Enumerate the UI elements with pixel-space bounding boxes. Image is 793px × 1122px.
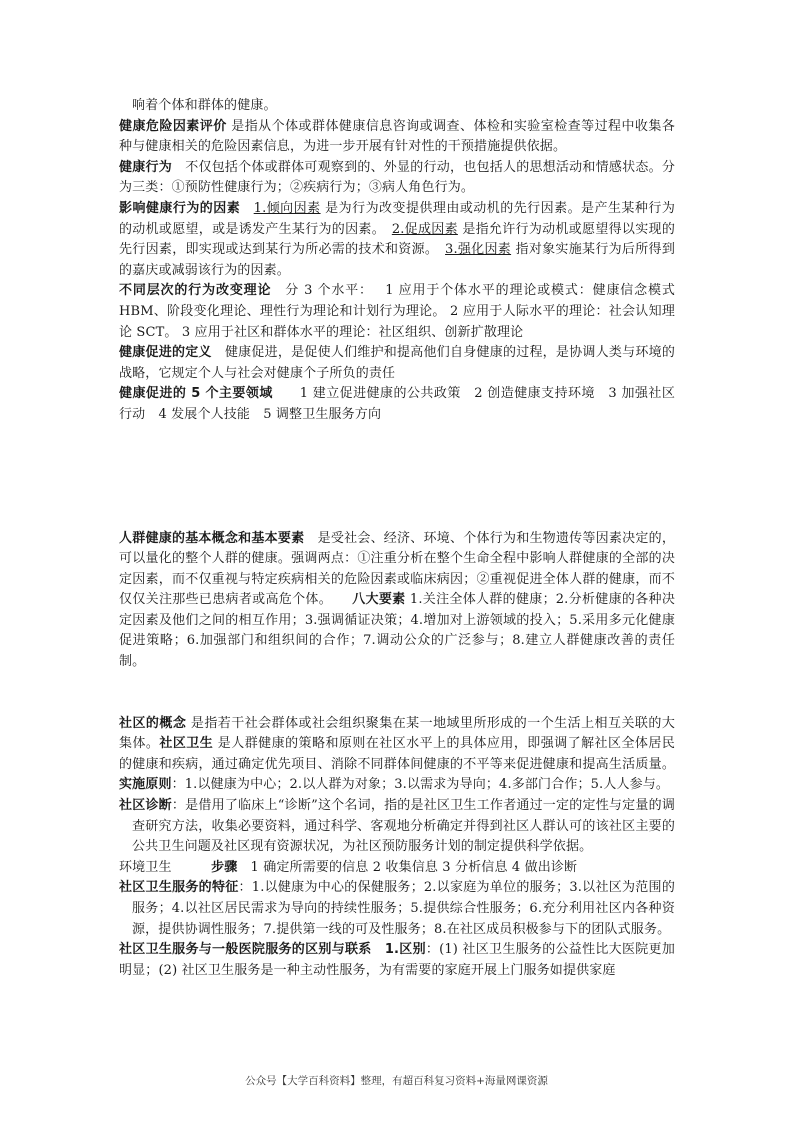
term: 健康促进的定义 — [119, 345, 212, 361]
paragraph-community-concept — [119, 714, 675, 796]
paragraph-text: 环境卫生 — [119, 859, 172, 875]
term: 人群健康的基本概念和基本要素 — [119, 530, 305, 546]
paragraph-text: ：(1) 社区卫生服务的公益性比大医院更加明显；(2) 社区卫生服务是一种主动性服务，为有需要的家庭开展上门服务如提供家庭 — [119, 942, 675, 978]
term: 健康促进的 5 个主要领域 — [119, 386, 273, 402]
paragraph — [119, 96, 675, 117]
factor-label: 2.促成因素 — [391, 221, 458, 237]
spacer — [119, 426, 675, 529]
paragraph-service-features — [119, 878, 675, 940]
paragraph-text: 是受社会、经济、环境、个体行为和生物遗传等因素决定的，可以量化的整个人群的健康。强调两点：①注重分析在整个生命全程中影响人群健康的全部的决定因素，而不仅重视与特定疾病相关的危险因素或临床病因；②重视促进全体人群的健康，而不仅仅关注那些已患病者或高危个体。 — [119, 530, 675, 608]
paragraph-text: 是为行为改变提供理由或动机的先行因素。是产生某种行为的动机或愿望，或是诱发产生某行为的因素。 — [119, 200, 675, 237]
term: 社区卫生服务与一般医院服务的区别与联系 — [119, 942, 372, 958]
paragraph-behavior-factors — [119, 199, 675, 281]
paragraph-text: 响着个体和群体的健康。 — [132, 98, 277, 113]
paragraph-health-risk-assessment — [119, 117, 675, 158]
term: 八大要素 — [352, 592, 406, 608]
term: 社区的概念 — [119, 715, 187, 731]
term: 社区卫生服务的特征 — [119, 880, 239, 896]
page-footer: 公众号【大学百科资料】整理，有超百科复习资料+海量网课资源 — [245, 1075, 548, 1087]
paragraph-health-promotion-definition — [119, 343, 675, 384]
paragraph-text: ：1.以健康为中心；2.以人群为对象；3.以需求为导向；4.多部门合作；5.人人参与。 — [171, 777, 670, 793]
term: 不同层次的行为改变理论 — [119, 283, 272, 299]
paragraph-text: 指对象实施某行为后所得到的嘉庆或减弱该行为的因素。 — [119, 242, 675, 278]
paragraph-text: 是指若干社会群体或社会组织聚集在某一地域里所形成的一个生活上相互关联的大集体。 — [119, 715, 675, 752]
paragraph-steps — [119, 858, 675, 879]
paragraph-text: ：1.以健康为中心的保健服务；2.以家庭为单位的服务；3.以社区为范围的服务；4.以社区居民需求为导向的持续性服务；5.提供综合性服务；6.充分利用社区内各种资源，提供协调性服务；7.提供第一线的可及性服务；8.在社区成员积极参与下的团队式服务。 — [132, 880, 675, 937]
term: 1.区别 — [384, 942, 426, 958]
term: 健康行为 — [119, 159, 172, 175]
paragraph-text: 是人群健康的策略和原则在社区水平上的具体应用，即强调了解社区全体居民的健康和疾病，通过确定优先项目、消除不同群体间健康的不平等来促进健康和提高生活质量。 — [119, 736, 675, 772]
term: 影响健康行为的因素 — [119, 200, 241, 216]
paragraph-health-promotion-areas — [119, 384, 675, 425]
document-body — [119, 96, 675, 981]
paragraph-text: 1 建立促进健康的公共政策 2 创造健康支持环境 3 加强社区行动 4 发展个人技能 5 调整卫生服务方向 — [119, 386, 675, 422]
term: 健康危险因素评价 — [119, 118, 227, 134]
paragraph-community-diagnosis — [119, 796, 675, 858]
spacer — [119, 673, 675, 714]
term: 社区诊断 — [119, 798, 172, 814]
paragraph-population-health — [119, 529, 675, 673]
paragraph-text: 是指允许行为动机或愿望得以实现的先行因素，即实现或达到某行为所必需的技术和资源。 — [119, 221, 675, 258]
paragraph-text: 1.关注全体人群的健康；2.分析健康的各种决定因素及他们之间的相互作用；3.强调循证决策；4.增加对上游领域的投入；5.采用多元化健康促进策略；6.加强部门和组织间的合作；7.调动公众的广泛参与；8.建立人群健康改善的责任制。 — [119, 592, 675, 670]
term: 实施原则 — [119, 777, 172, 793]
paragraph-service-comparison — [119, 940, 675, 981]
paragraph-health-behavior — [119, 158, 675, 199]
factor-label: 3.强化因素 — [445, 242, 512, 258]
paragraph-behavior-theories — [119, 281, 675, 343]
term: 步骤 — [211, 859, 238, 875]
paragraph-text: 不仅包括个体或群体可观察到的、外显的行动，也包括人的思想活动和情感状态。分为三类：①预防性健康行为；②疾病行为；③病人角色行为。 — [119, 159, 675, 196]
paragraph-text: 分 3 个水平： 1 应用于个体水平的理论或模式：健康信念模式 HBM、阶段变化理论、理性行为理论和计划行为理论。 2 应用于人际水平的理论：社会认知理论 SCT。 3 应用于社区和群体水平的理论：社区组织、创新扩散理论 — [119, 283, 676, 340]
paragraph-text: 是指从个体或群体健康信息咨询或调查、体检和实验室检查等过程中收集各种与健康相关的危险因素信息，为进一步开展有针对性的干预措施提供依据。 — [119, 118, 675, 155]
paragraph-text: 1 确定所需要的信息 2 收集信息 3 分析信息 4 做出诊断 — [250, 859, 578, 875]
paragraph-text: ：是借用了临床上“诊断”这个名词，指的是社区卫生工作者通过一定的定性与定量的调查研究方法，收集必要资料，通过科学、客观地分析确定并得到社区人群认可的该社区主要的公共卫生问题及社区现有资源状况，为社区预防服务计划的制定提供科学依据。 — [132, 798, 675, 855]
paragraph-text: 健康促进，是促使人们维护和提高他们自身健康的过程，是协调人类与环境的战略，它规定个人与社会对健康个子所负的责任 — [119, 345, 675, 381]
term: 社区卫生 — [159, 736, 214, 752]
factor-label: 1.倾向因素 — [253, 200, 321, 216]
